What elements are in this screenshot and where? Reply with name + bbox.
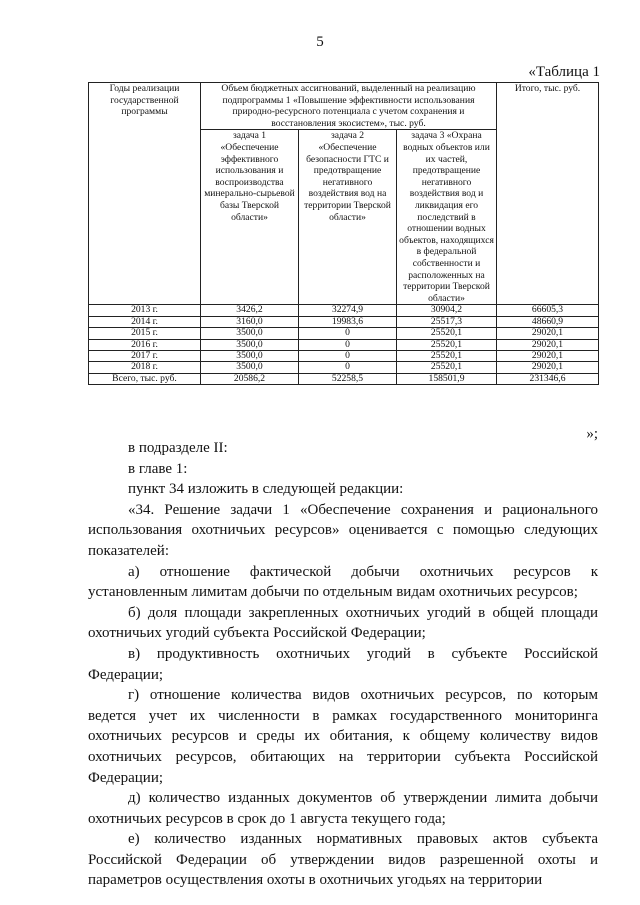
task1-cell: 3426,2 — [201, 305, 299, 316]
task2-column-header: задача 2 «Обеспечение безопасности ГТС и предотвращение негативного воздействия вод на территории Тверской области» — [299, 130, 397, 305]
paragraph: г) отношение количества видов охотничьих ресурсов, по которым ведется учет их численности в рамках государственного мониторинга охотничьих ресурсов и среды их обитания, к общему количеству видов охотничьих ресурсов, обитающих на территории субъекта Российской Федерации; — [88, 687, 598, 786]
task3-column-header: задача 3 «Охрана водных объектов или их частей, предотвращение негативного воздействия вод и ликвидация его последствий в отношении водных объектов, находящихся в федеральной собственности и расположенных на территории Тверской области» — [397, 130, 497, 305]
task1-cell: 3500,0 — [201, 362, 299, 373]
total-cell: 29020,1 — [497, 350, 599, 361]
year-cell: 2013 г. — [89, 305, 201, 316]
task2-cell: 19983,6 — [299, 316, 397, 327]
total-cell: 29020,1 — [497, 362, 599, 373]
table-row — [89, 362, 599, 373]
paragraph: д) количество изданных документов об утверждении лимита добычи охотничьих ресурсов в срок до 1 августа текущего года; — [88, 790, 598, 827]
paragraph: в главе 1: — [128, 460, 188, 477]
table-row — [89, 339, 599, 350]
total-cell: 29020,1 — [497, 339, 599, 350]
paragraph: е) количество изданных нормативных правовых актов субъекта Российской Федерации об утверждении видов разрешенной охоты и параметров осуществления охоты в охотничьих угодьях на территории — [88, 831, 598, 889]
task2-cell: 32274,9 — [299, 305, 397, 316]
task3-cell: 25520,1 — [397, 350, 497, 361]
paragraph: «34. Решение задачи 1 «Обеспечение сохранения и рационального использования охотничьих ресурсов» оценивается с помощью следующих показателей: — [88, 501, 598, 559]
budget-table — [88, 82, 599, 385]
table-row — [89, 328, 599, 339]
task2-cell: 0 — [299, 362, 397, 373]
year-cell: 2017 г. — [89, 350, 201, 361]
page-number: 5 — [316, 34, 324, 50]
task2-cell: 0 — [299, 339, 397, 350]
closing-quote: »; — [586, 426, 598, 442]
task3-cell: 25520,1 — [397, 339, 497, 350]
table-caption: «Таблица 1 — [528, 64, 600, 80]
paragraph: в подразделе II: — [128, 440, 228, 456]
task1-cell: 3500,0 — [201, 328, 299, 339]
task1-cell: 20586,2 — [201, 373, 299, 384]
year-cell: 2014 г. — [89, 316, 201, 327]
task1-cell: 3500,0 — [201, 339, 299, 350]
task2-cell: 0 — [299, 328, 397, 339]
table-row — [89, 316, 599, 327]
task2-cell: 0 — [299, 350, 397, 361]
years-column-header: Годы реализации государственной программы — [89, 83, 201, 305]
task1-cell: 3500,0 — [201, 350, 299, 361]
year-cell: 2015 г. — [89, 328, 201, 339]
year-cell: 2018 г. — [89, 362, 201, 373]
paragraph: пункт 34 изложить в следующей редакции: — [128, 481, 404, 498]
total-cell: 231346,6 — [497, 373, 599, 384]
paragraph: в) продуктивность охотничьих угодий в субъекте Российской Федерации; — [88, 645, 598, 683]
year-cell: Всего, тыс. руб. — [89, 373, 201, 384]
year-cell: 2016 г. — [89, 339, 201, 350]
task1-column-header: задача 1 «Обеспечение эффективного использования и воспроизводства минерально-сырьевой базы Тверской области» — [201, 130, 299, 305]
total-cell: 29020,1 — [497, 328, 599, 339]
table-total-row — [89, 373, 599, 384]
task3-cell: 25520,1 — [397, 362, 497, 373]
task3-cell: 30904,2 — [397, 305, 497, 316]
total-cell: 66605,3 — [497, 305, 599, 316]
paragraph: а) отношение фактической добычи охотничьих ресурсов к установленным лимитам добычи по отдельным видам охотничьих ресурсов; — [88, 563, 598, 601]
paragraph: б) доля площади закрепленных охотничьих угодий в общей площади охотничьих угодий субъекта Российской Федерации; — [88, 604, 598, 642]
task1-cell: 3160,0 — [201, 316, 299, 327]
table-row — [89, 305, 599, 316]
task3-cell: 158501,9 — [397, 373, 497, 384]
task3-cell: 25520,1 — [397, 328, 497, 339]
total-cell: 48660,9 — [497, 316, 599, 327]
task2-cell: 52258,5 — [299, 373, 397, 384]
table-row — [89, 350, 599, 361]
task3-cell: 25517,3 — [397, 316, 497, 327]
budget-column-header: Объем бюджетных ассигнований, выделенный на реализацию подпрограммы 1 «Повышение эффективности использования природно-ресурсного потенциала с учетом сохранения и восстановления экосистем», тыс. руб. — [201, 83, 497, 130]
total-column-header: Итого, тыс. руб. — [497, 83, 599, 305]
body-text — [88, 438, 598, 891]
